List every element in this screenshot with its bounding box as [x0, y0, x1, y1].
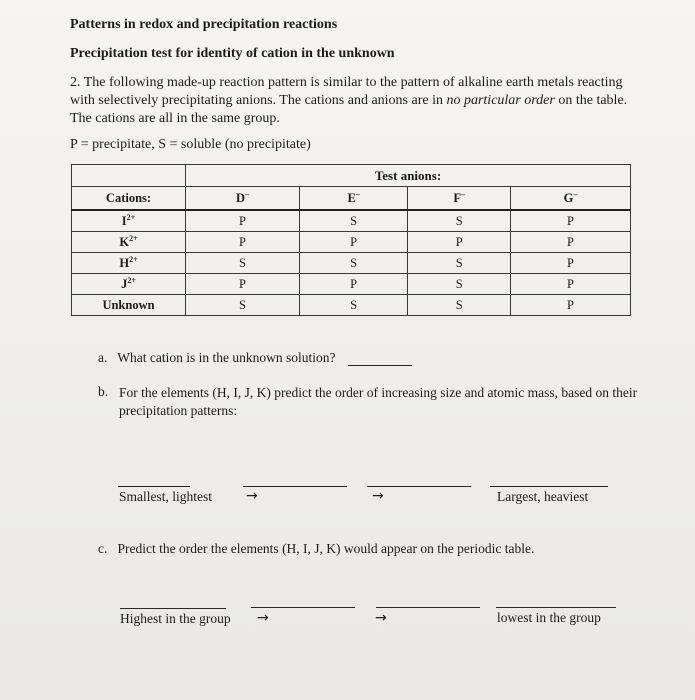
table-row: [72, 295, 631, 316]
cation-charge: 2+: [129, 254, 138, 264]
page-title: Patterns in redox and precipitation reactions: [70, 17, 338, 32]
table-cell: P: [408, 232, 511, 253]
table-cell: P: [186, 210, 300, 232]
column-header-row: [72, 187, 631, 211]
anion-header-g: [511, 187, 631, 211]
cation-charge: 2+: [129, 233, 138, 243]
anion-letter: F: [453, 191, 461, 206]
cation-symbol: I: [121, 214, 127, 229]
table-row: [72, 274, 631, 295]
table-cell: P: [511, 274, 631, 295]
answer-b-line-2[interactable]: [243, 486, 347, 487]
question-c-marker: c.: [98, 541, 108, 556]
answer-c-line-3[interactable]: [376, 607, 480, 608]
answer-c-line-4[interactable]: [496, 607, 616, 608]
cations-header: Cations:: [72, 187, 186, 211]
answer-b-line-4[interactable]: [490, 486, 608, 487]
table-row: [72, 253, 631, 274]
anion-letter: D: [235, 191, 245, 206]
table-cell: S: [299, 210, 407, 232]
answer-c-line-1[interactable]: [120, 608, 226, 609]
anion-header-f: [408, 187, 511, 211]
test-anions-header: Test anions:: [186, 165, 631, 187]
table-cell: P: [299, 274, 407, 295]
table-cell: P: [299, 232, 407, 253]
anion-charge: –: [461, 189, 465, 199]
arrow-right-icon: →: [246, 488, 258, 504]
arrow-right-icon: →: [257, 610, 269, 626]
table-cell: S: [299, 253, 407, 274]
intro-text-emphasis: no particular order: [446, 93, 555, 108]
cation-label: [72, 274, 186, 295]
table-row: [72, 210, 631, 232]
cation-label: [72, 232, 186, 253]
question-b-text: For the elements (H, I, J, K) predict the order of increasing size and atomic mass, based on their precipitation patterns:: [119, 385, 638, 418]
cation-charge: 2+: [127, 275, 136, 285]
precipitation-table: [71, 164, 631, 316]
question-a-marker: a.: [98, 350, 108, 365]
table-cell: P: [511, 253, 631, 274]
answer-b-line-1[interactable]: [118, 486, 190, 487]
anion-header-e: [299, 187, 407, 211]
intro-paragraph: [70, 74, 645, 128]
table-cell: P: [186, 232, 300, 253]
answer-c-line-2[interactable]: [251, 607, 355, 608]
anion-charge: –: [244, 189, 249, 199]
table-cell: S: [408, 295, 511, 316]
cation-label: [72, 210, 186, 232]
table-corner: [72, 165, 186, 187]
intro-text-post: on the table. The cations are all in the same group.: [70, 93, 628, 126]
table-row: [72, 232, 631, 253]
anion-letter: G: [563, 191, 574, 206]
cation-symbol: H: [119, 256, 130, 271]
table-cell: S: [186, 295, 300, 316]
anion-charge: –: [355, 189, 360, 199]
section-subtitle: Precipitation test for identity of cation in the unknown: [70, 46, 395, 61]
smallest-label: Smallest, lightest: [119, 489, 212, 504]
answer-b-line-3[interactable]: [367, 486, 471, 487]
table-cell: S: [186, 253, 300, 274]
table-cell: S: [299, 295, 407, 316]
question-c: [98, 541, 534, 557]
table-cell: S: [408, 210, 511, 232]
answer-a-line[interactable]: [348, 365, 412, 366]
table-cell: P: [511, 210, 631, 232]
cation-label: [72, 253, 186, 274]
anion-header-d: [186, 187, 300, 211]
arrow-right-icon: →: [375, 610, 387, 626]
cation-symbol: Unknown: [102, 298, 155, 313]
lowest-label: lowest in the group: [497, 610, 601, 625]
intro-text-pre: 2. The following made-up reaction pattern is similar to the pattern of alkaline earth metals reacting with selectively precipitating anions. The cations and anions are in: [70, 75, 623, 108]
arrow-right-icon: →: [372, 488, 384, 504]
legend-text: P = precipitate, S = soluble (no precipitate): [70, 137, 311, 152]
question-c-text: Predict the order the elements (H, I, J, K) would appear on the periodic table.: [117, 541, 535, 556]
question-b-marker: b.: [98, 384, 109, 399]
table-cell: P: [511, 295, 631, 316]
table-cell: S: [408, 274, 511, 295]
largest-label: Largest, heaviest: [497, 489, 589, 504]
cation-symbol: K: [119, 235, 130, 250]
table-cell: P: [186, 274, 300, 295]
anion-letter: E: [347, 191, 356, 206]
table-cell: S: [408, 253, 511, 274]
cation-label: [72, 295, 186, 316]
cation-symbol: J: [121, 277, 128, 292]
anion-charge: –: [573, 189, 578, 199]
cation-charge: 2+: [126, 212, 136, 222]
highest-label: Highest in the group: [120, 611, 231, 626]
question-a: [98, 350, 335, 366]
question-a-text: What cation is in the unknown solution?: [117, 350, 336, 365]
table-cell: P: [511, 232, 631, 253]
